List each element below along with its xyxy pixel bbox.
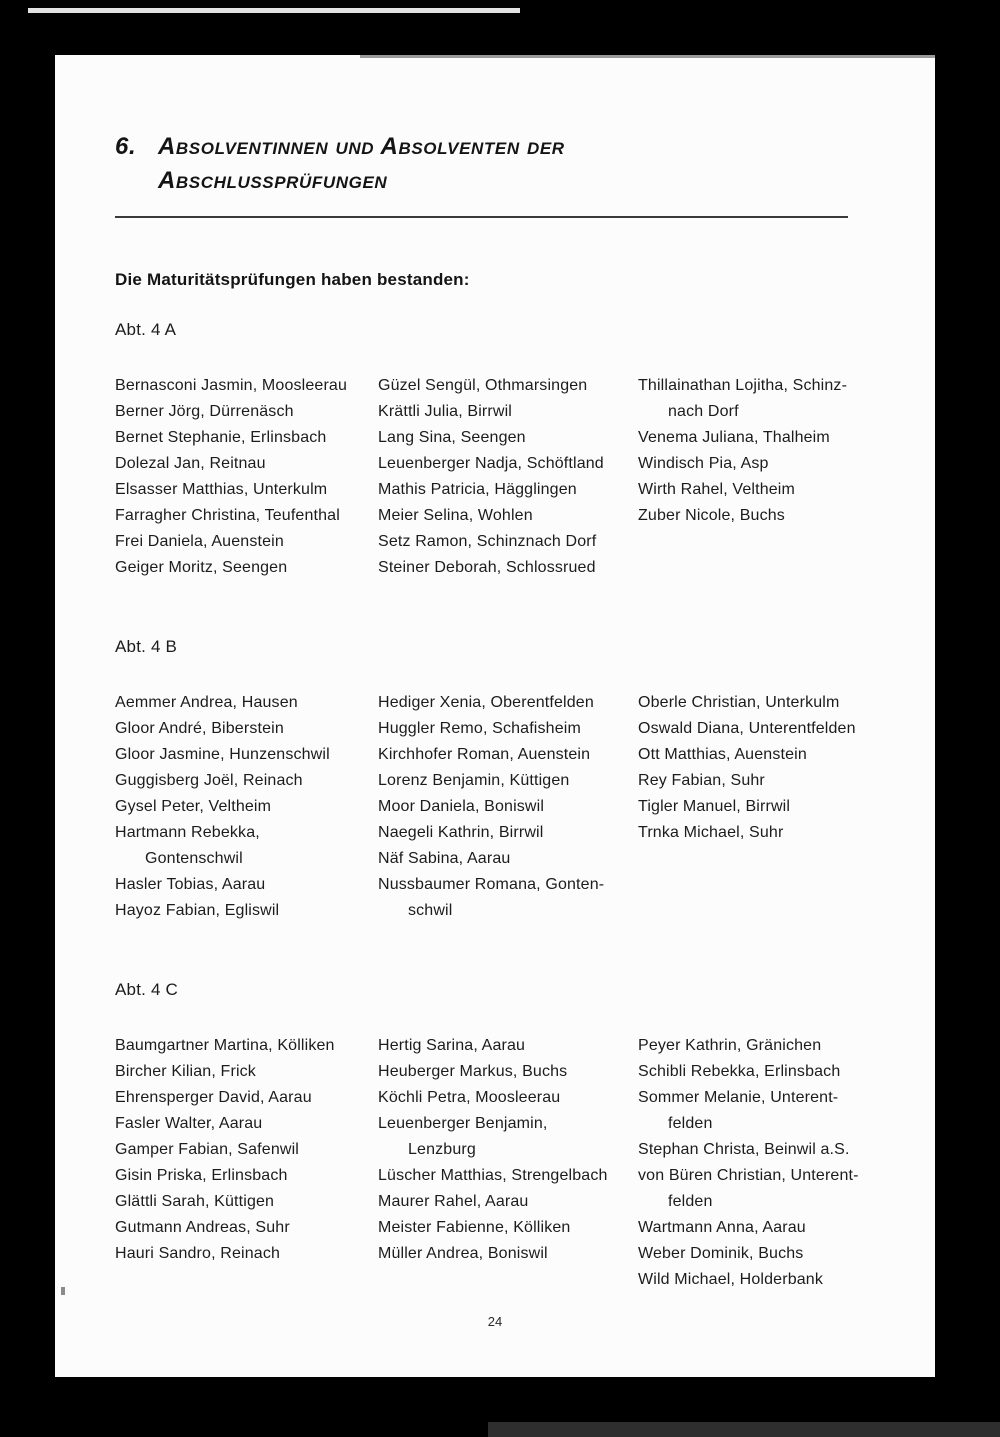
graduate-line: Lüscher Matthias, Strengelbach [378, 1167, 608, 1184]
graduates-column [378, 690, 638, 924]
graduate-line-continuation: schwil [408, 902, 453, 919]
page-title [115, 130, 875, 198]
graduate-line: Heuberger Markus, Buchs [378, 1063, 568, 1080]
graduate-line: Zuber Nicole, Buchs [638, 507, 785, 524]
graduate-line: Glättli Sarah, Küttigen [115, 1193, 275, 1210]
scan-artifact-bottom-strip [488, 1422, 1000, 1437]
graduate-line: Schibli Rebekka, Erlinsbach [638, 1063, 841, 1080]
page-number: 24 [487, 1314, 503, 1329]
graduate-line: Elsasser Matthias, Unterkulm [115, 481, 328, 498]
page-title-number: 6. [115, 133, 137, 160]
graduates-column [378, 1033, 638, 1293]
graduates-column [115, 690, 378, 924]
graduate-line: Lang Sina, Seengen [378, 429, 526, 446]
graduate-line: Sommer Melanie, Unterent- [638, 1089, 839, 1106]
graduate-line: Bernasconi Jasmin, Moosleerau [115, 377, 348, 394]
graduates-section [115, 637, 875, 924]
graduate-line: Meister Fabienne, Kölliken [378, 1219, 571, 1236]
graduate-line: Gloor André, Biberstein [115, 720, 284, 737]
graduate-line: Trnka Michael, Suhr [638, 824, 784, 841]
graduates-column [115, 1033, 378, 1293]
graduate-line: Ott Matthias, Auenstein [638, 746, 807, 763]
graduate-line: Bernet Stephanie, Erlinsbach [115, 429, 327, 446]
graduate-line: Tigler Manuel, Birrwil [638, 798, 791, 815]
graduate-line: Müller Andrea, Boniswil [378, 1245, 548, 1262]
graduate-line: Mathis Patricia, Hägglingen [378, 481, 577, 498]
graduate-line: Güzel Sengül, Othmarsingen [378, 377, 588, 394]
graduate-line: Nussbaumer Romana, Gonten- [378, 876, 605, 893]
graduate-line: Stephan Christa, Beinwil a.S. [638, 1141, 850, 1158]
graduate-line: Frei Daniela, Auenstein [115, 533, 284, 550]
graduate-line: Meier Selina, Wohlen [378, 507, 533, 524]
graduate-line: Oberle Christian, Unterkulm [638, 694, 840, 711]
graduate-line: Hasler Tobias, Aarau [115, 876, 266, 893]
graduate-line: Moor Daniela, Boniswil [378, 798, 545, 815]
graduate-line: Gysel Peter, Veltheim [115, 798, 272, 815]
graduate-line: Venema Juliana, Thalheim [638, 429, 830, 446]
graduate-line: Hauri Sandro, Reinach [115, 1245, 281, 1262]
graduate-line-continuation: felden [668, 1193, 713, 1210]
section-heading: Abt. 4 B [115, 637, 178, 656]
graduate-line: Baumgartner Martina, Kölliken [115, 1037, 335, 1054]
graduate-line: Setz Ramon, Schinznach Dorf [378, 533, 597, 550]
graduate-line: Huggler Remo, Schafisheim [378, 720, 581, 737]
graduate-line-continuation: Lenzburg [408, 1141, 476, 1158]
graduate-line: Oswald Diana, Unterentfelden [638, 720, 856, 737]
graduate-line-continuation: felden [668, 1115, 713, 1132]
graduates-column [638, 373, 875, 581]
graduate-line: Rey Fabian, Suhr [638, 772, 765, 789]
graduate-line: Lorenz Benjamin, Küttigen [378, 772, 570, 789]
graduate-line: Peyer Kathrin, Gränichen [638, 1037, 822, 1054]
page-title-line2: Abschlussprüfungen [158, 167, 388, 194]
graduate-line: Naegeli Kathrin, Birrwil [378, 824, 544, 841]
page-title-line1: Absolventinnen und Absolventen der [158, 133, 565, 160]
section-heading: Abt. 4 A [115, 320, 177, 339]
graduates-column [378, 373, 638, 581]
graduate-line: Windisch Pia, Asp [638, 455, 769, 472]
graduates-columns [115, 373, 875, 581]
graduates-columns [115, 690, 875, 924]
graduate-line: Leuenberger Benjamin, [378, 1115, 548, 1132]
graduate-line: Fasler Walter, Aarau [115, 1115, 263, 1132]
graduate-line: Ehrensperger David, Aarau [115, 1089, 312, 1106]
graduate-line-continuation: nach Dorf [668, 403, 739, 420]
graduate-line: von Büren Christian, Unterent- [638, 1167, 859, 1184]
graduate-line: Wirth Rahel, Veltheim [638, 481, 795, 498]
title-rule [115, 216, 848, 218]
graduate-line: Hayoz Fabian, Egliswil [115, 902, 280, 919]
graduate-line: Gamper Fabian, Safenwil [115, 1141, 299, 1158]
graduate-line: Bircher Kilian, Frick [115, 1063, 256, 1080]
graduate-line: Wild Michael, Holderbank [638, 1271, 824, 1288]
graduate-line-continuation: Gontenschwil [145, 850, 243, 867]
graduate-line: Krättli Julia, Birrwil [378, 403, 512, 420]
graduate-line: Thillainathan Lojitha, Schinz- [638, 377, 848, 394]
graduate-line: Steiner Deborah, Schlossrued [378, 559, 596, 576]
graduate-line: Gisin Priska, Erlinsbach [115, 1167, 288, 1184]
graduate-line: Hertig Sarina, Aarau [378, 1037, 526, 1054]
graduate-line: Näf Sabina, Aarau [378, 850, 511, 867]
graduates-column [638, 690, 875, 924]
document-page [55, 55, 935, 1377]
graduate-line: Kirchhofer Roman, Auenstein [378, 746, 591, 763]
scan-artifact-speck [61, 1287, 65, 1295]
graduates-columns [115, 1033, 875, 1293]
graduate-line: Hartmann Rebekka, [115, 824, 260, 841]
graduate-line: Maurer Rahel, Aarau [378, 1193, 529, 1210]
graduates-section [115, 320, 875, 581]
graduate-line: Berner Jörg, Dürrenäsch [115, 403, 294, 420]
graduate-line: Geiger Moritz, Seengen [115, 559, 288, 576]
graduate-line: Weber Dominik, Buchs [638, 1245, 804, 1262]
graduate-line: Wartmann Anna, Aarau [638, 1219, 806, 1236]
graduate-line: Köchli Petra, Moosleerau [378, 1089, 561, 1106]
scan-artifact-top-line [28, 8, 520, 13]
section-heading: Abt. 4 C [115, 980, 179, 999]
page-title-text [158, 130, 565, 198]
graduate-line: Dolezal Jan, Reitnau [115, 455, 266, 472]
scan-artifact-page-edge [360, 55, 935, 58]
subtitle: Die Maturitätsprüfungen haben bestanden: [115, 270, 470, 289]
graduate-line: Aemmer Andrea, Hausen [115, 694, 298, 711]
graduates-column [638, 1033, 875, 1293]
graduate-line: Leuenberger Nadja, Schöftland [378, 455, 604, 472]
graduate-line: Guggisberg Joël, Reinach [115, 772, 303, 789]
graduates-section [115, 980, 875, 1293]
sections [115, 320, 875, 1293]
graduate-line: Gutmann Andreas, Suhr [115, 1219, 290, 1236]
graduates-column [115, 373, 378, 581]
graduate-line: Farragher Christina, Teufenthal [115, 507, 340, 524]
graduate-line: Gloor Jasmine, Hunzenschwil [115, 746, 330, 763]
graduate-line: Hediger Xenia, Oberentfelden [378, 694, 594, 711]
